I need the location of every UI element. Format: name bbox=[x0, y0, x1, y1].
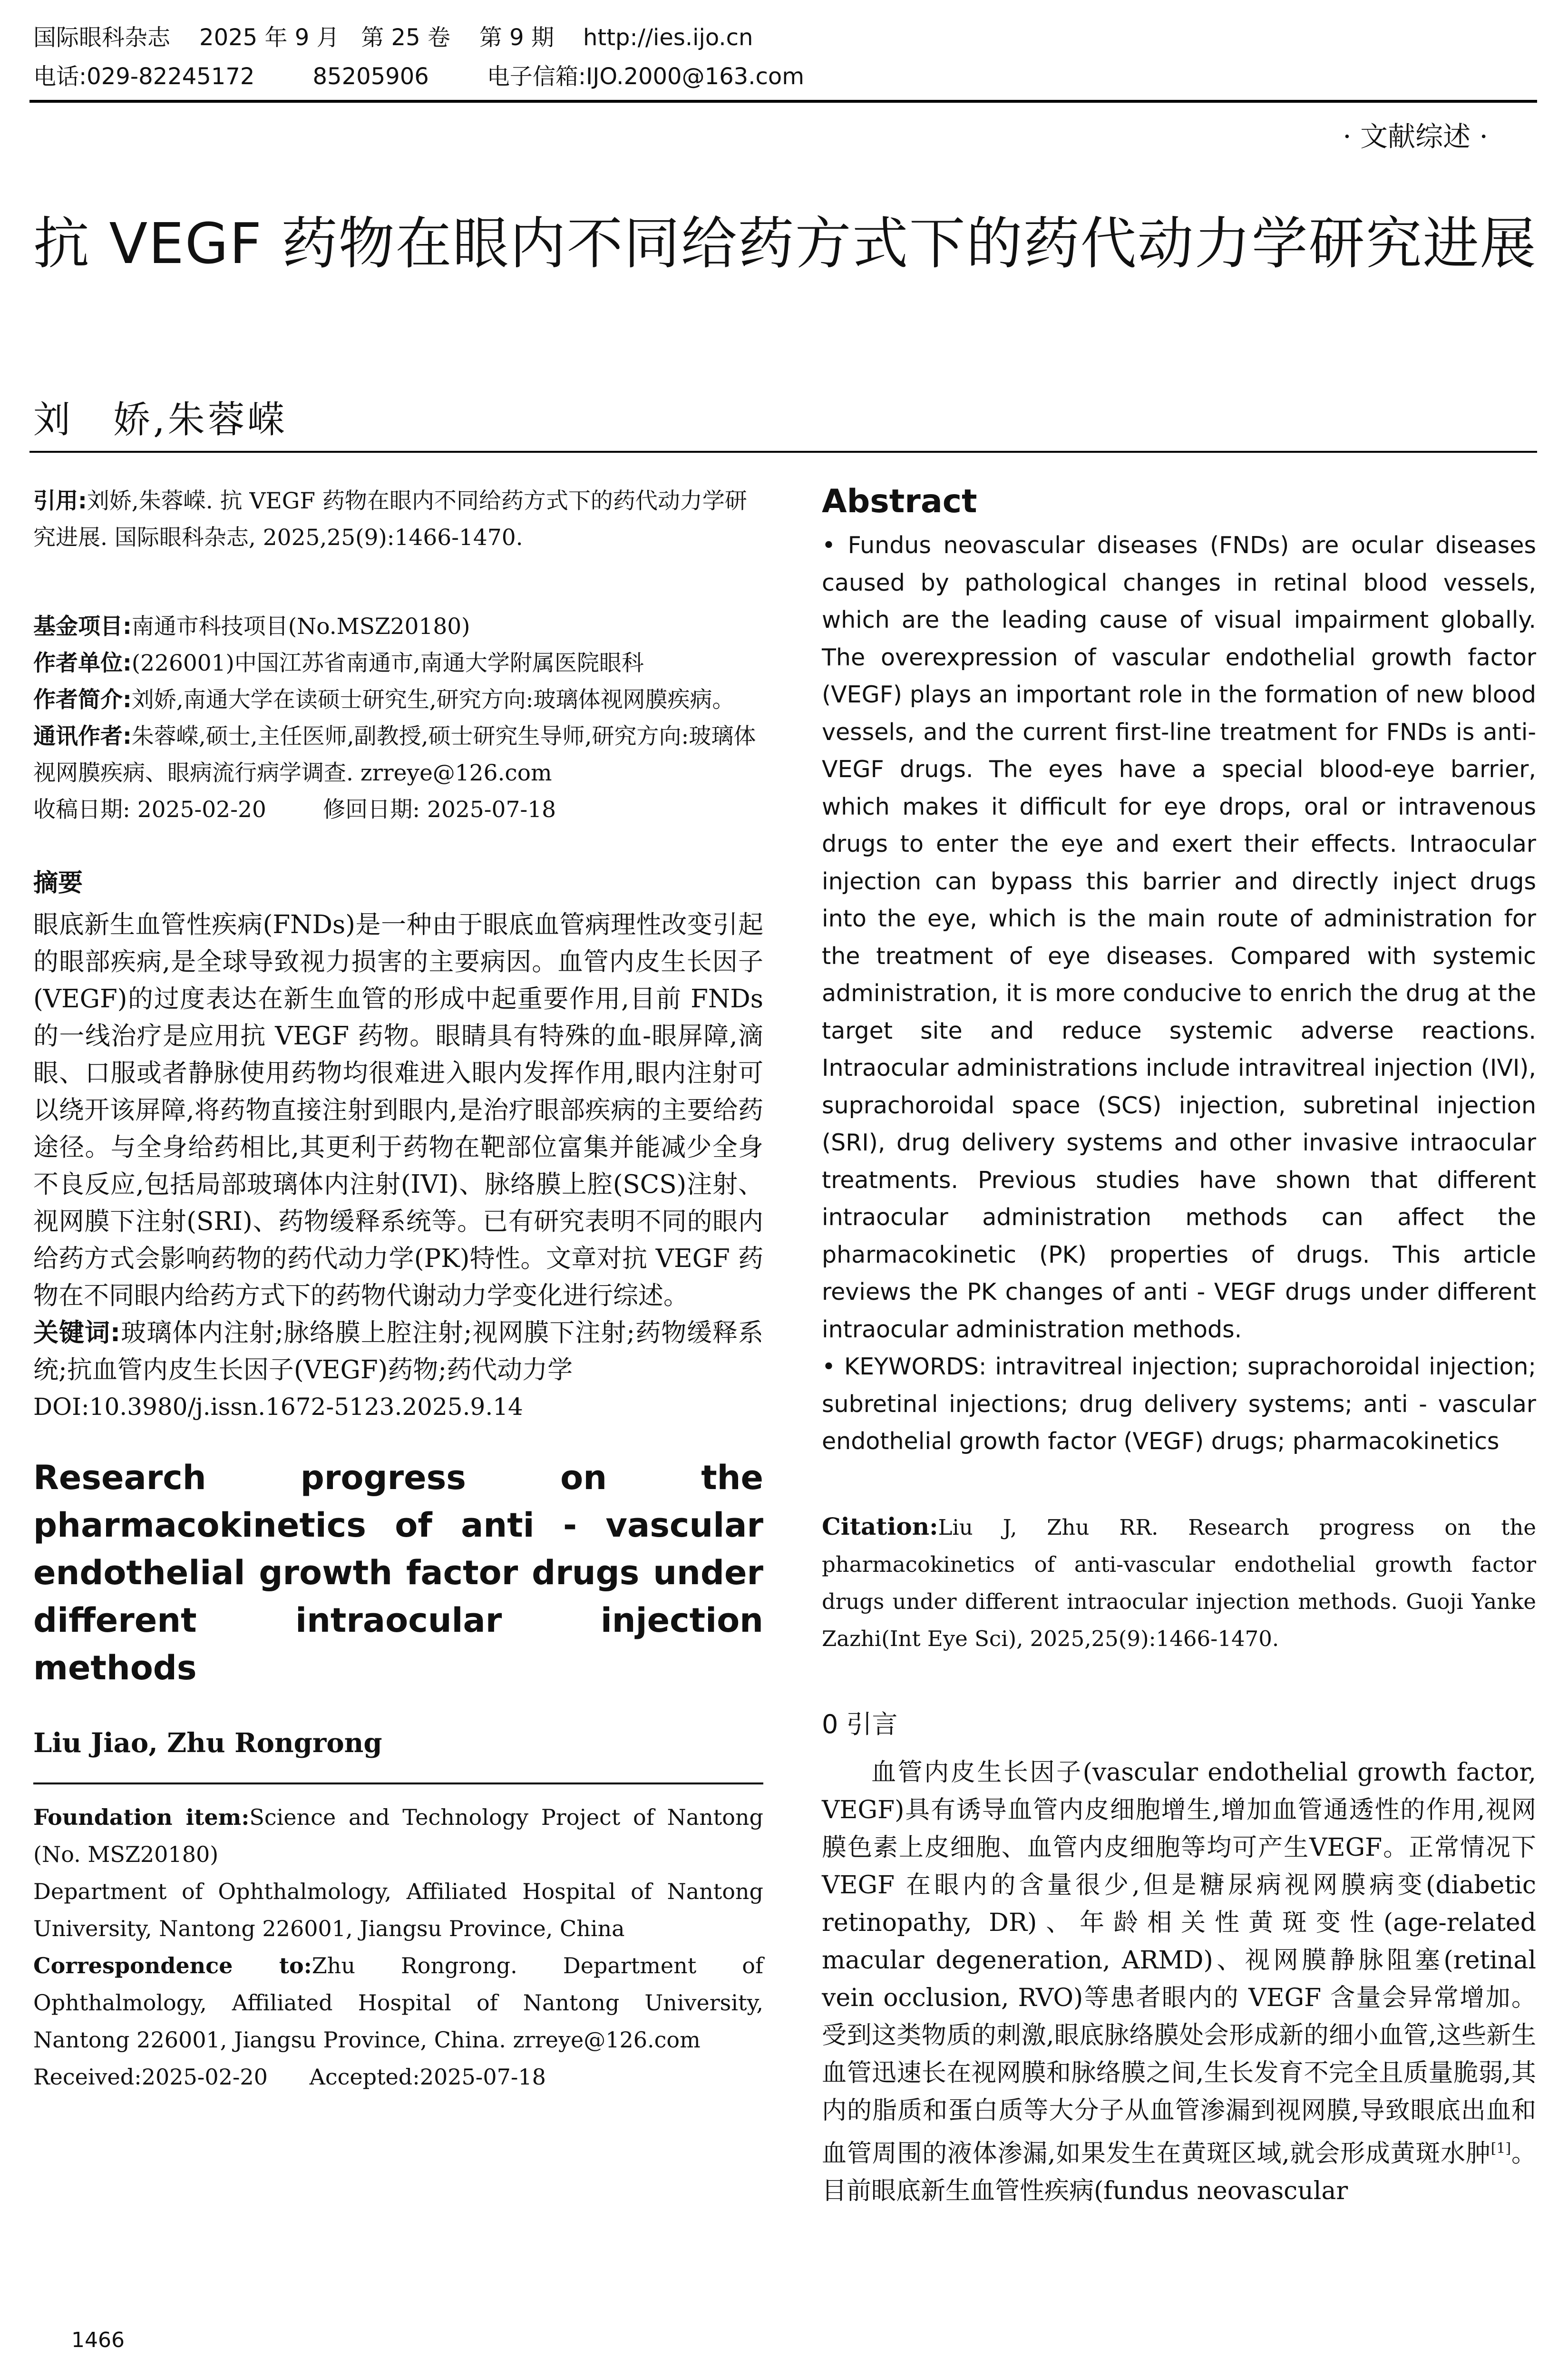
en-abstract-heading: Abstract bbox=[822, 483, 977, 520]
en-rule bbox=[33, 1783, 763, 1784]
en-keywords: • KEYWORDS: intravitreal injection; suprachoroidal injection; subretinal injections; drug delivery systems; anti - vascular endothelial growth factor (VEGF) drugs; pharmacokinetics bbox=[822, 1353, 1536, 1455]
intro-body bbox=[822, 1754, 1536, 2210]
citation-cn bbox=[33, 483, 763, 556]
cn-keywords bbox=[33, 1315, 763, 1389]
corresponding-author bbox=[33, 718, 763, 791]
corr-en-text: Zhu Rongrong. Department of Ophthalmology, Affiliated Hospital of Nantong University, Nantong 226001, Jiangsu Province, China. zrreye@126.com bbox=[33, 1953, 764, 2053]
en-title: Research progress on the pharmacokinetics of anti - vascular endothelial growth factor drugs under different intraocular injection methods bbox=[33, 1458, 763, 1687]
journal-header-line1: 国际眼科杂志 2025 年 9 月 第 25 卷 第 9 期 http://ies.ijo.cn bbox=[33, 24, 753, 51]
en-authors: Liu Jiao, Zhu Rongrong bbox=[33, 1727, 382, 1759]
intro-body-tail: 。目前眼底新生血管性疾病(fundus neovascular bbox=[822, 2139, 1536, 2205]
cn-abstract-body: 眼底新生血管性疾病(FNDs)是一种由于眼底血管病理性改变引起的眼部疾病,是全球导致视力损害的主要病因。血管内皮生长因子(VEGF)的过度表达在新生血管的形成中起重要作用,目前 FNDs 的一线治疗是应用抗 VEGF 药物。眼睛具有特殊的血-眼屏障,滴眼、口服或者静脉使用药物均很难进入眼内发挥作用,眼内注射可以绕开该屏障,将药物直接注射到眼内,是治疗眼部疾病的主要给药途径。与全身给药相比,其更利于药物在靶部位富集并能减少全身不良反应,包括局部玻璃体内注射(IVI)、脉络膜上腔(SCS)注射、视网膜下注射(SRI)、药物缓释系统等。已有研究表明不同的眼内给药方式会影响药物的药代动力学(PK)特性。文章对抗 VEGF 药物在不同眼内给药方式下的药物代谢动力学变化进行综述。 bbox=[33, 910, 763, 1310]
unit-label: 作者单位: bbox=[33, 650, 132, 676]
intro-body-text: 血管内皮生长因子(vascular endothelial growth factor, VEGF)具有诱导血管内皮细胞增生,增加血管通透性的作用,视网膜色素上皮细胞、血管内皮细胞等均可产生VEGF。正常情况下 VEGF 在眼内的含量很少,但是糖尿病视网膜病变(diabetic retinopathy, DR)、年龄相关性黄斑变性(age-related macular degeneration, ARMD)、视网膜静脉阻塞(retinal vein occlusion, RVO)等患者眼内的 VEGF 含量会异常增加。受到这类物质的刺激,眼底脉络膜处会形成新的细小血管,这些新生血管迅速长在视网膜和脉络膜之间,生长发育不完全且质量脆弱,其内的脂质和蛋白质等大分子从血管渗漏到视网膜,导致眼底出血和血管周围的液体渗漏,如果发生在黄斑区域,就会形成黄斑水肿 bbox=[822, 1758, 1536, 2168]
right-column bbox=[822, 483, 1536, 2235]
authors-cn: 刘 娇,朱蓉嵘 bbox=[33, 399, 288, 441]
ref-citation[interactable]: [1] bbox=[1490, 2140, 1511, 2157]
citation-cn-text: 刘娇,朱蓉嵘. 抗 VEGF 药物在眼内不同给药方式下的药代动力学研究进展. 国际眼科杂志, 2025,25(9):1466-1470. bbox=[33, 488, 747, 551]
corr-text: 朱蓉嵘,硕士,主任医师,副教授,硕士研究生导师,研究方向:玻璃体视网膜疾病、眼病流行病学调查. zrreye@126.com bbox=[33, 723, 756, 786]
left-column bbox=[33, 483, 763, 2095]
corr-en-label: Correspondence to: bbox=[33, 1953, 312, 1978]
kw-label: 关键词: bbox=[33, 1318, 121, 1347]
article-title: 抗 VEGF 药物在眼内不同给药方式下的药代动力学研究进展 bbox=[33, 211, 1537, 276]
unit-text: (226001)中国江苏省南通市,南通大学附属医院眼科 bbox=[131, 650, 644, 676]
intro-label: 作者简介: bbox=[33, 687, 132, 713]
citation-en-label: Citation: bbox=[822, 1512, 938, 1540]
cn-abstract-heading: 摘要 bbox=[33, 869, 83, 897]
header-rule bbox=[29, 100, 1537, 103]
intro-text: 刘娇,南通大学在读硕士研究生,研究方向:玻璃体视网膜疾病。 bbox=[131, 687, 735, 713]
journal-header-line2: 电话:029-82245172 85205906 电子信箱:IJO.2000@163.com bbox=[33, 63, 804, 90]
corr-label: 通讯作者: bbox=[33, 723, 132, 750]
doi: DOI:10.3980/j.issn.1672-5123.2025.9.14 bbox=[33, 1393, 523, 1421]
article-category: · 文献综述 · bbox=[1343, 120, 1488, 153]
foundation-item bbox=[33, 1799, 763, 1873]
intro-heading: 0 引言 bbox=[822, 1709, 898, 1739]
citation-cn-label: 引用: bbox=[33, 488, 87, 514]
fund-item bbox=[33, 608, 763, 645]
author-intro bbox=[33, 682, 763, 718]
en-abstract-body: • Fundus neovascular diseases (FNDs) are ocular diseases caused by pathological changes in retinal blood vessels, which are the leading cause of visual impairment globally. The overexpression of vascular endothelial growth factor (VEGF) plays an important role in the formation of new blood vessels, and the current first-line treatment for FNDs is anti-VEGF drugs. The eyes have a special blood-eye barrier, which makes it difficult for eye drops, oral or intravenous drugs to enter the eye and exert their effects. Intraocular injection can bypass this barrier and directly inject drugs into the eye, which is the main route of administration for the treatment of eye diseases. Compared with systemic administration, it is more conducive to enrich the drug at the target site and reduce systemic adverse reactions. Intraocular administrations include intravitreal injection (IVI), suprachoroidal space (SCS) injection, subretinal injection (SRI), drug delivery systems and other invasive intraocular treatments. Previous studies have shown that different intraocular administration methods can affect the pharmacokinetic (PK) properties of drugs. This article reviews the PK changes of anti - VEGF drugs under different intraocular administration methods. bbox=[822, 532, 1536, 1343]
correspondence bbox=[33, 1947, 763, 2058]
author-unit bbox=[33, 645, 763, 682]
kw-text: 玻璃体内注射;脉络膜上腔注射;视网膜下注射;药物缓释系统;抗血管内皮生长因子(VEGF)药物;药代动力学 bbox=[33, 1318, 763, 1384]
title-rule bbox=[29, 451, 1537, 453]
citation-en-text: Liu J, Zhu RR. Research progress on the pharmacokinetics of anti-vascular endothelial growth factor drugs under different intraocular injection methods. Guoji Yanke Zazhi(Int Eye Sci), 2025,25(9):1466-1470. bbox=[822, 1514, 1536, 1651]
received-en: Received:2025-02-20 Accepted:2025-07-18 bbox=[33, 2064, 546, 2090]
department: Department of Ophthalmology, Affiliated Hospital of Nantong University, Nantong 226001, Jiangsu Province, China bbox=[33, 1879, 763, 1941]
fund-label: 基金项目: bbox=[33, 614, 132, 640]
fund-text: 南通市科技项目(No.MSZ20180) bbox=[131, 614, 470, 640]
foundation-text: Science and Technology Project of Nantong (No. MSZ20180) bbox=[33, 1804, 763, 1867]
citation-en bbox=[822, 1508, 1536, 1657]
received-dates: 收稿日期: 2025-02-20 修回日期: 2025-07-18 bbox=[33, 797, 556, 823]
page-number: 1466 bbox=[71, 2328, 125, 2352]
foundation-label: Foundation item: bbox=[33, 1804, 250, 1830]
